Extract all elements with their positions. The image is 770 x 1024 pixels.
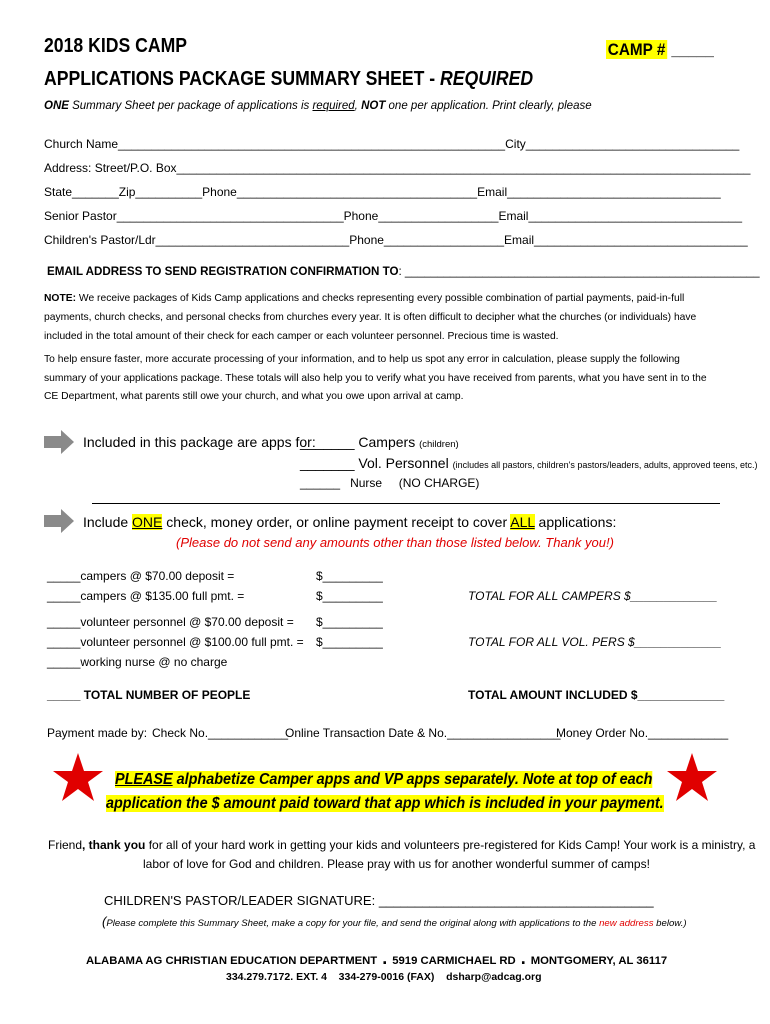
new-address: new address [599,918,654,929]
nurse-note: (NO CHARGE) [398,476,480,490]
arrow-right-icon [44,509,74,533]
signature-note [102,914,687,929]
confirmation-email-field[interactable] [47,265,760,278]
campers-label: Campers [358,434,416,450]
nurse-line[interactable]: _____working nurse @ no charge [47,655,228,669]
vol-deposit-amount[interactable]: $_________ [316,615,383,629]
footer-phone: 334.279.7172. EXT. 4 [226,971,327,983]
note-label: NOTE: [44,293,77,304]
callout-hl-2: application the $ amount paid toward that app which is included in your payment. [106,795,664,812]
note-line-1 [44,289,684,308]
thanks-bold: , thank you [82,838,146,852]
footer-email[interactable]: dsharp@adcag.org [446,971,542,983]
vol-label: Vol. Personnel [358,455,449,471]
sub-p1: Summary Sheet per package of applications is [68,100,313,112]
senior-pastor-field[interactable]: Senior Pastor__________________________________Phone__________________Email________________________________ [44,209,743,223]
total-vol-field[interactable]: TOTAL FOR ALL VOL. PERS $_____________ [468,635,722,649]
campers-note: (children) [419,439,459,450]
childrens-pastor-field[interactable]: Children's Pastor/Ldr_____________________________Phone__________________Email________________________________ [44,233,748,247]
pay-p3: applications: [534,514,617,530]
thanks-rest: for all of your hard work in getting your kids and volunteers pre-registered for Kids Camp! Your work is a ministry, a [145,838,756,852]
thanks-line-1 [48,838,755,852]
footer-sep: . [515,948,531,968]
help-line-3: CE Department, what parents still owe your church, and what you owe upon arrival at camp. [44,391,464,402]
sub-p3: one per application. Print clearly, please [385,100,592,112]
total-amount-field[interactable]: TOTAL AMOUNT INCLUDED $_____________ [468,688,725,702]
sig-note-2: below.) [653,918,687,929]
pay-all: ALL [510,514,535,530]
nurse-count-field[interactable] [300,476,479,490]
payment-note: (Please do not send any amounts other than those listed below. Thank you!) [176,535,614,550]
campers-deposit-line[interactable]: _____campers @ $70.00 deposit = [47,569,235,583]
pay-p1: Include [83,514,133,530]
payment-intro [83,514,616,530]
sig-note-1: Please complete this Summary Sheet, make a copy for your file, and send the original along with applications to the [106,918,600,929]
help-line-2: summary of your applications package. These totals will also help you to verify what you have received from parents, what you have sent in to the [44,373,707,384]
callout-line-2 [106,795,664,813]
pay-one: ONE [132,514,163,530]
paren: ( [102,914,107,929]
callout-please: PLEASE [115,771,173,788]
sub-not: NOT [361,100,386,112]
total-people-field[interactable]: _____ TOTAL NUMBER OF PEOPLE [47,688,251,702]
title-line-2 [44,67,533,91]
campers-deposit-amount[interactable]: $_________ [316,569,383,583]
pay-p2: check, money order, or online payment receipt to cover [162,514,511,530]
camp-number-field[interactable] [606,40,714,60]
email-label: EMAIL ADDRESS TO SEND REGISTRATION CONFIRMATION TO [47,265,399,278]
footer-sep: . [377,948,393,968]
check-number-field[interactable]: Check No.____________ [152,726,289,740]
star-icon [53,753,103,801]
note-line-3: included in the total amount of their check for each camper or each volunteer personnel. Precious time is wasted. [44,331,559,342]
help-line-1: To help ensure faster, more accurate processing of your information, and to help us spot any error in calculation, please supply the following [44,354,680,365]
footer-address [86,948,667,969]
campers-full-line[interactable]: _____campers @ $135.00 full pmt. = [47,589,245,603]
campers-blank: _______ [300,434,355,450]
vol-deposit-line[interactable]: _____volunteer personnel @ $70.00 deposit = [47,615,294,629]
thanks-friend: Friend [48,838,83,852]
signature-field[interactable]: CHILDREN'S PASTOR/LEADER SIGNATURE: ______________________________________ [104,893,654,908]
vol-count-field[interactable] [300,455,757,471]
callout-hl-1 [115,771,652,788]
note-line-2: payments, church checks, and personal checks from churches every year. It is often difficult to decipher what the churches (or individuals) have [44,312,697,323]
star-icon [667,753,717,801]
sub-required: required [312,100,355,112]
vol-blank: _______ [300,455,355,471]
footer-street: 5919 CARMICHAEL RD [392,955,516,967]
vol-full-amount[interactable]: $_________ [316,635,383,649]
email-blank: : _______________________________________________________ [398,265,760,278]
vol-note: (includes all pastors, children's pastors/leaders, adults, approved teens, etc.) [452,460,758,470]
thanks-line-2: labor of love for God and children. Please pray with us for another wonderful summer of camps! [143,857,650,871]
callout-line-1 [115,771,652,789]
state-zip-phone-field[interactable]: State_______Zip__________Phone____________________________________Email________________________________ [44,185,721,199]
address-field[interactable]: Address: Street/P.O. Box______________________________________________________________________________________ [44,161,751,175]
title-required: REQUIRED [440,67,534,90]
arrow-right-icon [44,430,74,454]
footer-fax: 334-279-0016 (FAX) [338,971,435,983]
title-text: APPLICATIONS PACKAGE SUMMARY SHEET - [44,67,436,90]
callout-rest: alphabetize Camper apps and VP apps separately. Note at top of each [172,771,653,788]
camp-label: CAMP # [607,40,666,59]
total-campers-field[interactable]: TOTAL FOR ALL CAMPERS $_____________ [468,589,718,603]
nurse-label: Nurse [350,476,383,490]
campers-full-amount[interactable]: $_________ [316,589,383,603]
vol-full-line[interactable]: _____volunteer personnel @ $100.00 full pmt. = [47,635,304,649]
payment-made-label: Payment made by: [47,726,148,740]
subtitle [44,100,592,112]
camp-blank: _____ [667,40,714,59]
note-text: We receive packages of Kids Camp applications and checks representing every possible combination of partial payments, paid-in-full [78,293,685,304]
footer-city: MONTGOMERY, AL 36117 [530,955,668,967]
title-line-1: 2018 KIDS CAMP [44,34,188,57]
campers-count-field[interactable] [300,434,459,450]
sub-p2: , [354,100,362,112]
sub-one: ONE [44,100,69,112]
divider [92,503,720,504]
footer-dept: ALABAMA AG CHRISTIAN EDUCATION DEPARTMENT [86,955,378,967]
money-order-field[interactable]: Money Order No.____________ [556,726,729,740]
footer-contact [226,971,542,983]
package-intro: Included in this package are apps for: [83,434,316,450]
online-transaction-field[interactable]: Online Transaction Date & No._________________ [285,726,561,740]
church-name-field[interactable]: Church Name__________________________________________________________City________________________________ [44,137,740,151]
nurse-blank: ______ [300,476,341,490]
